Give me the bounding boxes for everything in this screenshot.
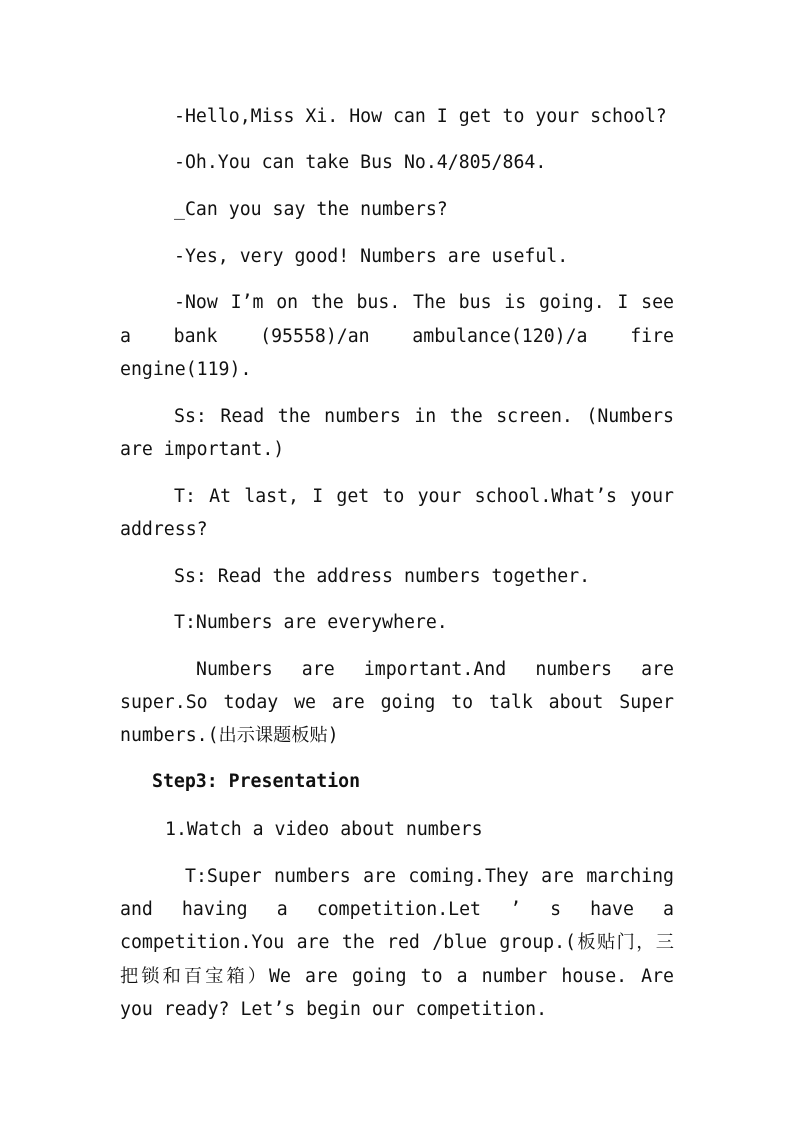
dialogue-line-greeting: -Hello,Miss Xi. How can I get to your school?	[174, 106, 667, 127]
paragraph-read-screen-line2: are important.)	[120, 439, 285, 460]
paragraph-competition-line5: you ready? Let’s begin our competition.	[120, 999, 548, 1020]
paragraph-address-line1: T: At last, I get to your school.What’s your	[174, 486, 674, 507]
paragraph-competition-line3: competition.You are the red /blue group.(板贴门，三	[120, 932, 674, 953]
paragraph-on-bus-line3: engine(119).	[120, 359, 252, 380]
paragraph-everywhere: T:Numbers are everywhere.	[174, 612, 448, 633]
dialogue-line-bus-number: -Oh.You can take Bus No.4/805/864.	[174, 152, 547, 173]
list-item-watch-video: 1.Watch a video about numbers	[165, 819, 483, 840]
paragraph-on-bus-line2: a bank (95558)/an ambulance(120)/a fire	[120, 326, 674, 347]
section-heading-step3: Step3: Presentation	[152, 771, 361, 792]
paragraph-address-numbers: Ss: Read the address numbers together.	[174, 566, 591, 587]
paragraph-competition-line1: T:Super numbers are coming.They are marching	[185, 866, 674, 887]
paragraph-address-line2: address?	[120, 519, 208, 540]
paragraph-super-numbers-line3: numbers.(出示课题板贴)	[120, 725, 339, 746]
dialogue-line-useful: -Yes, very good! Numbers are useful.	[174, 246, 569, 267]
paragraph-read-screen-line1: Ss: Read the numbers in the screen. (Numbers	[174, 406, 674, 427]
dialogue-line-say-numbers: _Can you say the numbers?	[174, 199, 448, 220]
paragraph-competition-line4: 把锁和百宝箱）We are going to a number house. Are	[120, 966, 674, 987]
paragraph-super-numbers-line1: Numbers are important.And numbers are	[196, 659, 674, 680]
paragraph-on-bus-line1: -Now I’m on the bus. The bus is going. I see	[174, 292, 674, 313]
paragraph-competition-line2: and having a competition.Let ’ s have a	[120, 899, 674, 920]
paragraph-super-numbers-line2: super.So today we are going to talk about Super	[120, 692, 674, 713]
